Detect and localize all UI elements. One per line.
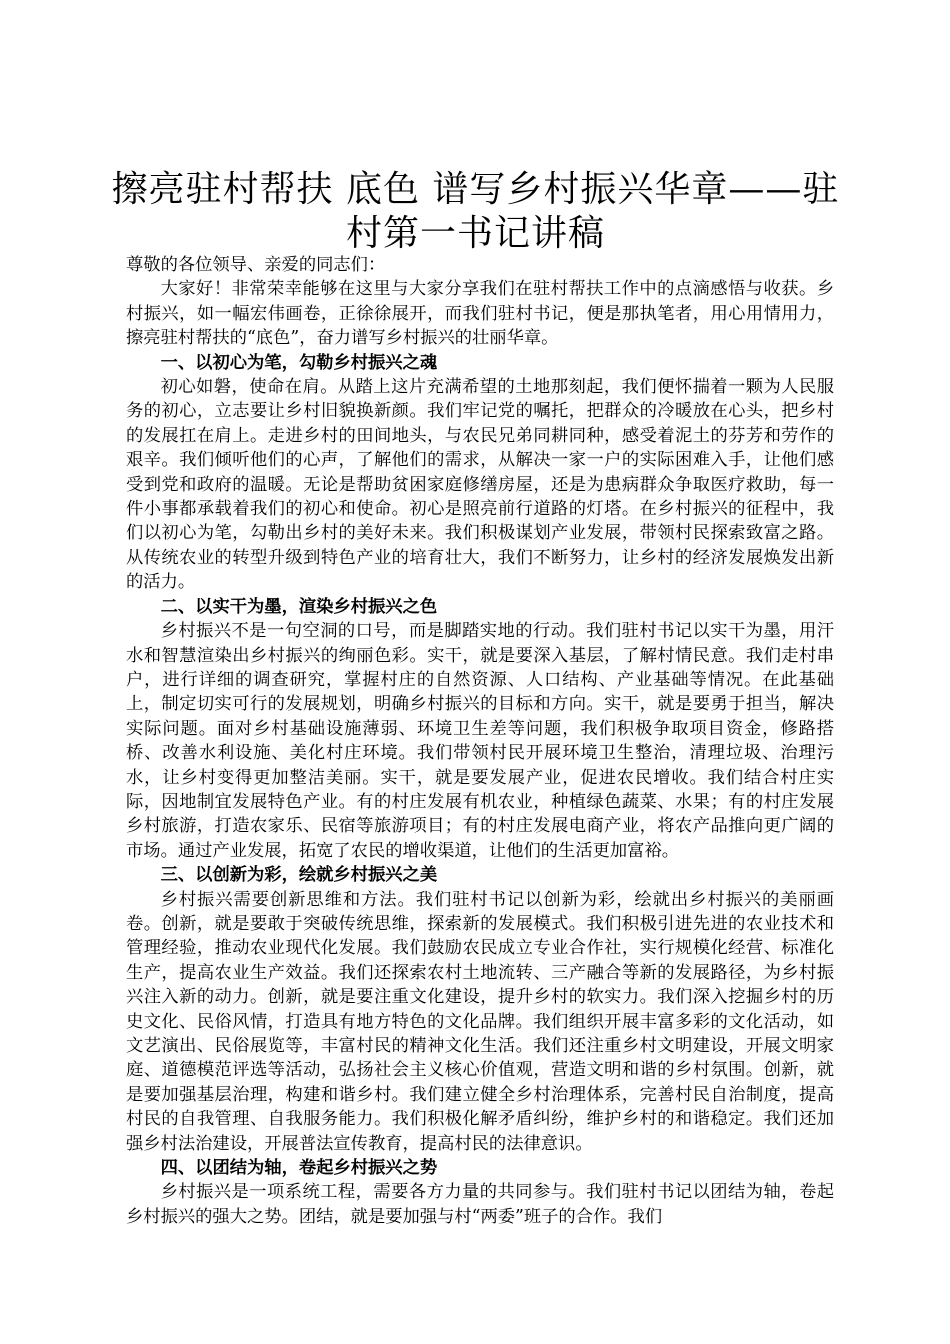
salutation: 尊敬的各位领导、亲爱的同志们： (126, 255, 386, 275)
section-heading: 三、以创新为彩，绘就乡村振兴之美 (160, 865, 438, 886)
document-title: 擦亮驻村帮扶 底色 谱写乡村振兴华章——驻村第一书记讲稿 (111, 169, 840, 254)
section-paragraph: 乡村振兴需要创新思维和方法。我们驻村书记以创新为彩，绘就出乡村振兴的美丽画卷。创新，就是要敢于突破传统思维，探索新的发展模式。我们积极引进先进的农业技术和管理经验，推动农业现代化发展。我们鼓励农民成立专业合作社，实行规模化经营、标准化生产，提高农业生产效益。我们还探索农村土地流转、三产融合等新的发展路径，为乡村振兴注入新的动力。创新，就是要注重文化建设，提升乡村的软实力。我们深入挖掘乡村的历史文化、民俗风情，打造具有地方特色的文化品牌。我们组织开展丰富多彩的文化活动，如文艺演出、民俗展览等，丰富村民的精神文化生活。我们还注重乡村文明建设，开展文明家庭、道德模范评选等活动，弘扬社会主义核心价值观，营造文明和谐的乡村氛围。创新，就是要加强基层治理，构建和谐乡村。我们建立健全乡村治理体系，完善村民自治制度，提高村民的自我管理、自我服务能力。我们积极化解矛盾纠纷，维护乡村的和谐稳定。我们还加强乡村法治建设，开展普法宣传教育，提高村民的法律意识。 (126, 889, 834, 1154)
section-paragraph: 乡村振兴不是一句空洞的口号，而是脚踏实地的行动。我们驻村书记以实干为墨，用汗水和智慧渲染出乡村振兴的绚丽色彩。实干，就是要深入基层，了解村情民意。我们走村串户，进行详细的调查研究，掌握村庄的自然资源、人口结构、产业基础等情况。在此基础上，制定切实可行的发展规划，明确乡村振兴的目标和方向。实干，就是要勇于担当，解决实际问题。面对乡村基础设施薄弱、环境卫生差等问题，我们积极争取项目资金，修路搭桥、改善水利设施、美化村庄环境。我们带领村民开展环境卫生整治，清理垃圾、治理污水，让乡村变得更加整洁美丽。实干，就是要发展产业，促进农民增收。我们结合村庄实际，因地制宜发展特色产业。有的村庄发展有机农业，种植绿色蔬菜、水果；有的村庄发展乡村旅游，打造农家乐、民宿等旅游项目；有的村庄发展电商产业，将农产品推向更广阔的市场。通过产业发展，拓宽了农民的增收渠道，让他们的生活更加富裕。 (126, 621, 834, 861)
section-heading: 一、以初心为笔，勾勒乡村振兴之魂 (160, 352, 438, 373)
document-body (126, 253, 834, 1229)
section-heading: 四、以团结为轴，卷起乡村振兴之势 (160, 1158, 438, 1179)
section-paragraph: 乡村振兴是一项系统工程，需要各方力量的共同参与。我们驻村书记以团结为轴，卷起乡村振兴的强大之势。团结，就是要加强与村“两委”班子的合作。我们 (126, 1182, 834, 1227)
section-paragraph: 初心如磐，使命在肩。从踏上这片充满希望的土地那刻起，我们便怀揣着一颗为人民服务的初心，立志要让乡村旧貌换新颜。我们牢记党的嘱托，把群众的冷暖放在心头，把乡村的发展扛在肩上。走进乡村的田间地头，与农民兄弟同耕同种，感受着泥土的芬芳和劳作的艰辛。我们倾听他们的心声，了解他们的需求，从解决一家一户的实际困难入手，让他们感受到党和政府的温暖。无论是帮助贫困家庭修缮房屋，还是为患病群众争取医疗救助，每一件小事都承载着我们的初心和使命。初心是照亮前行道路的灯塔。在乡村振兴的征程中，我们以初心为笔，勾勒出乡村的美好未来。我们积极谋划产业发展，带领村民探索致富之路。从传统农业的转型升级到特色产业的培育壮大，我们不断努力，让乡村的经济发展焕发出新的活力。 (126, 377, 834, 593)
section-heading: 二、以实干为墨，渲染乡村振兴之色 (160, 596, 438, 617)
intro-paragraph: 大家好！非常荣幸能够在这里与大家分享我们在驻村帮扶工作中的点滴感悟与收获。乡村振兴，如一幅宏伟画卷，正徐徐展开，而我们驻村书记，便是那执笔者，用心用情用力，擦亮驻村帮扶的“底色”，奋力谱写乡村振兴的壮丽华章。 (126, 279, 834, 349)
